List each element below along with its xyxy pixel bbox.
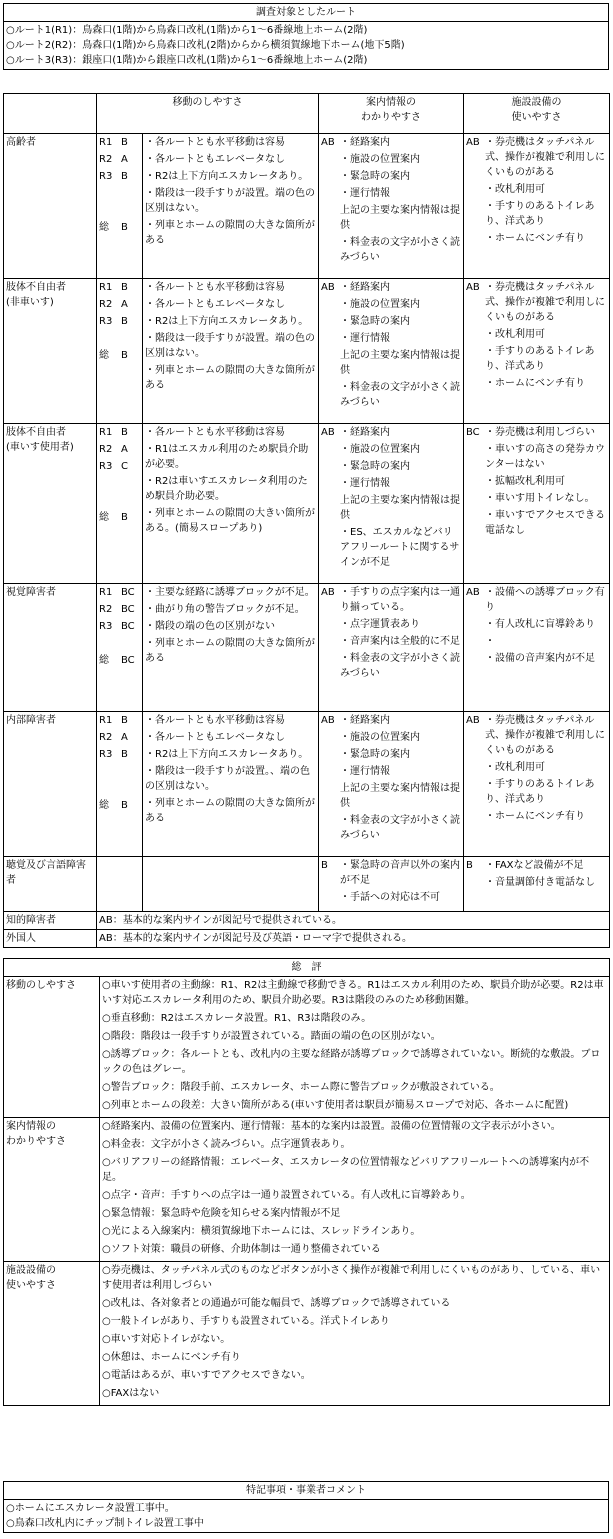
route-code	[99, 186, 121, 203]
facility-cell	[464, 424, 610, 584]
info-item: ・緊急時の案内	[340, 316, 410, 327]
route-grade: BC	[121, 655, 135, 666]
info-rating: AB	[321, 427, 335, 438]
note-item: ○ホームにエスカレータ設置工事中。	[6, 1503, 175, 1514]
mobility-items	[143, 424, 319, 584]
info-item: ・緊急時の案内	[340, 749, 410, 760]
info-item: ・料金表の文字が小さく読みづらい	[340, 382, 460, 408]
facility-item: ・手すりのあるトイレあり、洋式あり	[485, 201, 595, 227]
review-item: ○一般トイレがあり、手すりも設置されている。洋式トイレあり	[102, 1316, 390, 1327]
route-rating	[99, 331, 140, 348]
mobility-item: ・R2は上下方向エスカレータあり。	[145, 171, 309, 182]
route-rating	[99, 764, 140, 781]
route-code: 総	[99, 222, 109, 233]
route-rating	[99, 152, 140, 169]
mobility-item: ・各ルートとも水平移動は容易	[145, 137, 285, 148]
review-item: ○電話はあるが、車いすでアクセスできない。	[102, 1370, 311, 1381]
route-grade: B	[121, 282, 128, 293]
review-section	[4, 1262, 610, 1406]
info-grid	[321, 713, 461, 845]
mobility-item: ・各ルートともエレベータなし	[145, 732, 285, 743]
mobility-item: ・階段は一段手すりが設置。端の色の区別はない。	[145, 188, 315, 214]
facility-item: ・券売機はタッチパネル式、操作が複雑で利用しにくいものがある	[485, 715, 605, 756]
assessment-row	[4, 584, 610, 712]
group-label: 聴覚及び言語障害者	[4, 857, 97, 912]
info-rating: AB	[321, 587, 335, 598]
facility-item: ・設備への誘導ブロック有り	[485, 587, 605, 613]
facility-cell	[464, 712, 610, 857]
route-code: R1	[99, 282, 113, 293]
header-mobility: 移動のしやすさ	[97, 94, 319, 134]
facility-item: ・改札利用可	[485, 184, 545, 195]
route-code: 総	[99, 512, 109, 523]
facility-grid	[466, 135, 607, 248]
footer-row	[4, 930, 610, 948]
mobility-item: ・各ルートとも水平移動は容易	[145, 715, 285, 726]
route-grade: B	[121, 800, 128, 811]
notes-title: 特記事項・事業者コメント	[4, 1482, 609, 1500]
info-item: ・手すりの点字案内は一通り揃っている。	[340, 587, 460, 613]
review-table	[3, 958, 610, 1406]
header-info: 案内情報の わかりやすさ	[319, 94, 464, 134]
route-code: R1	[99, 587, 113, 598]
review-item: ○階段：階段は一段手すりが設置されている。踏面の端の色の区別がない。	[102, 1031, 441, 1042]
review-label: 案内情報の わかりやすさ	[4, 1118, 100, 1262]
route-rating	[99, 619, 140, 636]
route-rating	[99, 798, 140, 815]
info-cell	[319, 712, 464, 857]
review-item: ○経路案内、設備の位置案内、運行情報：基本的な案内は設置。設備の位置情報の文字表示が小さい。	[102, 1121, 561, 1132]
mobility-ratings	[97, 584, 143, 712]
route-code: 総	[99, 350, 109, 361]
group-label: 内部障害者	[4, 712, 97, 857]
route-code: R1	[99, 137, 113, 148]
info-cell	[319, 279, 464, 424]
route-code: R3	[99, 316, 113, 327]
target-routes-cell	[4, 22, 609, 70]
route-grade: B	[121, 171, 128, 182]
route-code: R1	[99, 715, 113, 726]
route-code: R2	[99, 444, 113, 455]
group-label: 肢体不自由者 (車いす使用者)	[4, 424, 97, 584]
info-item: ・運行情報	[340, 478, 390, 489]
facility-item: ・券売機は利用しづらい	[485, 427, 595, 438]
mobility-item: ・階段の端の色の区別がない	[145, 621, 275, 632]
route-rating	[99, 135, 140, 152]
facility-items	[485, 858, 607, 892]
route-code: R2	[99, 732, 113, 743]
facility-item: ・券売機はタッチパネル式、操作が複雑で利用しにくいものがある	[485, 137, 605, 178]
info-item: 上記の主要な案内情報は提供	[340, 350, 460, 376]
target-routes-table	[3, 3, 609, 70]
info-item: ・料金表の文字が小さく読みづらい	[340, 653, 460, 679]
group-label: 視覚障害者	[4, 584, 97, 712]
facility-item: ・音量調節付き電話なし	[485, 877, 595, 888]
review-item: ○改札は、各対象者との通過が可能な幅員で、誘導ブロックで誘導されている	[102, 1298, 451, 1309]
review-item: ○列車とホームの段差：大きい箇所がある(車いす使用者は駅員が簡易スロープで対応、各ホームに配置)	[102, 1100, 569, 1111]
info-item: 上記の主要な案内情報は提供	[340, 495, 460, 521]
footer-text: AB：基本的な案内サインが図記号及び英語・ローマ字で提供される。	[97, 930, 610, 948]
route-code	[99, 203, 121, 220]
info-item: ・運行情報	[340, 333, 390, 344]
facility-items	[485, 425, 607, 540]
facility-item: ・拡幅改札利用可	[485, 476, 565, 487]
group-label: 肢体不自由者 (非車いす)	[4, 279, 97, 424]
route-rating	[99, 747, 140, 764]
info-item: ・手話への対応は不可	[340, 892, 440, 903]
mobility-ratings	[97, 857, 143, 912]
route-rating	[99, 348, 140, 365]
facility-grid	[466, 858, 607, 892]
facility-rating: AB	[466, 715, 480, 726]
route-code	[99, 493, 121, 510]
route-rating	[99, 510, 140, 527]
info-item: ・料金表の文字が小さく読みづらい	[340, 815, 460, 841]
route-code: 総	[99, 655, 109, 666]
facility-item: ・ホームにベンチ有り	[485, 378, 585, 389]
info-item: ・音声案内は全般的に不足	[340, 636, 460, 647]
facility-items	[485, 585, 607, 668]
route-rating	[99, 653, 140, 670]
info-item: ・経路案内	[340, 427, 390, 438]
footer-label: 外国人	[4, 930, 97, 948]
mobility-item: ・曲がり角の警告ブロックが不足。	[145, 604, 305, 615]
route-rating	[99, 585, 140, 602]
facility-grid	[466, 425, 607, 540]
review-section	[4, 1118, 610, 1262]
route-grade: B	[121, 715, 128, 726]
notes-cell	[4, 1500, 609, 1533]
facility-item: ・車いすでアクセスできる電話なし	[485, 510, 605, 536]
route-code: R2	[99, 299, 113, 310]
route-rating	[99, 459, 140, 476]
mobility-items	[143, 857, 319, 912]
mobility-item: ・主要な経路に誘導ブロックが不足。	[145, 587, 315, 598]
route-code: R3	[99, 171, 113, 182]
facility-grid	[466, 713, 607, 826]
route-grade	[121, 781, 140, 798]
review-section	[4, 977, 610, 1118]
info-item: ・ES、エスカルなどバリアフリールートに関するサインが不足	[340, 527, 460, 568]
mobility-ratings	[97, 134, 143, 279]
info-rating: B	[321, 860, 328, 871]
route-rating	[99, 602, 140, 619]
review-item: ○FAXはない	[102, 1388, 160, 1399]
route-grade: B	[121, 316, 128, 327]
assessment-row	[4, 134, 610, 279]
route-grade	[121, 331, 140, 348]
info-grid	[321, 858, 461, 907]
note-item: ○鳥森口改札内にチップ制トイレ設置工事中	[6, 1518, 204, 1529]
route-rating	[99, 280, 140, 297]
facility-cell	[464, 857, 610, 912]
assessment-row	[4, 712, 610, 857]
facility-items	[485, 135, 607, 248]
route-grade	[121, 636, 140, 653]
facility-rating: B	[466, 860, 473, 871]
mobility-item: ・列車とホームの隙間の大きな箇所がある	[145, 220, 315, 246]
route-code: R2	[99, 604, 113, 615]
info-item: ・経路案内	[340, 282, 390, 293]
mobility-ratings	[97, 279, 143, 424]
route-code: R3	[99, 621, 113, 632]
route-code	[99, 764, 121, 781]
info-item: ・運行情報	[340, 766, 390, 777]
route-rating	[99, 781, 140, 798]
route-code	[99, 636, 121, 653]
info-rating: AB	[321, 137, 335, 148]
mobility-item: ・R2は車いすエスカレータ利用のため駅員介助必要。	[145, 476, 308, 502]
review-item: ○休憩は、ホームにベンチ有り	[102, 1352, 241, 1363]
review-item: ○券売機は、タッチパネル式のものなどボタンが小さく操作が複雑で利用しにくいものがあり、している、車いす使用者は利用しづらい	[102, 1265, 601, 1291]
review-items	[100, 1118, 610, 1262]
facility-items	[485, 280, 607, 393]
route-3: ○ルート3(R3)：銀座口(1階)から銀座口改札(1階)から1～6番線地上ホーム(2階)	[6, 55, 368, 66]
target-title: 調査対象としたルート	[4, 4, 609, 22]
info-items	[340, 425, 461, 572]
review-item: ○ソフト対策：職員の研修、介助体制は一通り整備されている	[102, 1244, 381, 1255]
info-item: ・緊急時の音声以外の案内が不足	[340, 860, 460, 886]
route-grade	[121, 186, 140, 203]
footer-text: AB：基本的な案内サインが図記号で提供されている。	[97, 912, 610, 930]
mobility-ratings	[97, 712, 143, 857]
route-rating	[99, 636, 140, 653]
info-items	[340, 713, 461, 845]
mobility-items	[143, 584, 319, 712]
info-item: ・施設の位置案内	[340, 154, 420, 165]
facility-cell	[464, 279, 610, 424]
facility-item: ・券売機はタッチパネル式、操作が複雑で利用しにくいものがある	[485, 282, 605, 323]
route-grade: A	[121, 444, 128, 455]
route-rating	[99, 730, 140, 747]
info-grid	[321, 135, 461, 267]
route-grade: BC	[121, 587, 135, 598]
header-facility: 施設設備の 使いやすさ	[464, 94, 610, 134]
mobility-item: ・列車とホームの隙間の大きな箇所がある	[145, 638, 315, 664]
corner-cell	[4, 94, 97, 134]
facility-item: ・手すりのあるトイレあり、洋式あり	[485, 779, 595, 805]
group-label: 高齢者	[4, 134, 97, 279]
route-grade: B	[121, 350, 128, 361]
info-item: ・点字運賃表あり	[340, 619, 420, 630]
info-item: ・緊急時の案内	[340, 461, 410, 472]
facility-cell	[464, 584, 610, 712]
facility-item: ・FAXなど設備が不足	[485, 860, 584, 871]
route-grade: A	[121, 299, 128, 310]
info-grid	[321, 585, 461, 683]
mobility-item: ・列車とホームの隙間の大きな箇所がある	[145, 365, 315, 391]
mobility-item: ・階段は一段手すりが設置。端の色の区別はない。	[145, 333, 315, 359]
info-cell	[319, 134, 464, 279]
route-grade: B	[121, 137, 128, 148]
info-grid	[321, 425, 461, 572]
info-items	[340, 585, 461, 683]
review-item: ○車いす使用者の主動線：R1、R2は主動線で移動できる。R1はエスカル利用のため、駅員介助が必要。R2は車いす対応エスカレータ利用のため、駅員介助必要。R3は階段のみのため移動困難。	[102, 980, 604, 1006]
facility-rating: AB	[466, 137, 480, 148]
mobility-items	[143, 134, 319, 279]
assessment-row	[4, 279, 610, 424]
route-code	[99, 476, 121, 493]
route-code	[99, 781, 121, 798]
info-cell	[319, 584, 464, 712]
route-grade: BC	[121, 621, 135, 632]
footer-label: 知的障害者	[4, 912, 97, 930]
info-rating: AB	[321, 282, 335, 293]
mobility-item: ・各ルートとも水平移動は容易	[145, 282, 285, 293]
route-1: ○ルート1(R1)：鳥森口(1階)から鳥森口改札(1階)から1～6番線地上ホーム(2階)	[6, 25, 368, 36]
info-item: ・経路案内	[340, 137, 390, 148]
facility-cell	[464, 134, 610, 279]
facility-item: ・	[485, 636, 495, 647]
route-rating	[99, 425, 140, 442]
review-items	[100, 977, 610, 1118]
review-item: ○光による入線案内：横須賀線地下ホームには、スレッドラインあり。	[102, 1226, 421, 1237]
facility-item: ・改札利用可	[485, 762, 545, 773]
mobility-item: ・階段は一段手すりが設置。、端の色の区別はない。	[145, 766, 310, 792]
facility-item: ・ホームにベンチ有り	[485, 233, 585, 244]
info-item: 上記の主要な案内情報は提供	[340, 205, 460, 231]
review-item: ○緊急情報：緊急時や危険を知らせる案内情報が不足	[102, 1208, 341, 1219]
route-grade: B	[121, 222, 128, 233]
route-grade: C	[121, 461, 128, 472]
mobility-items	[143, 712, 319, 857]
facility-item: ・設備の音声案内が不足	[485, 653, 595, 664]
route-rating	[99, 493, 140, 510]
review-label: 移動のしやすさ	[4, 977, 100, 1118]
info-item: ・運行情報	[340, 188, 390, 199]
info-item: ・経路案内	[340, 715, 390, 726]
review-item: ○垂直移動：R2はエスカレータ設置。R1、R3は階段のみ。	[102, 1013, 372, 1024]
route-rating	[99, 442, 140, 459]
info-item: ・緊急時の案内	[340, 171, 410, 182]
mobility-item: ・各ルートともエレベータなし	[145, 299, 285, 310]
assessment-table	[3, 93, 610, 948]
info-items	[340, 135, 461, 267]
route-rating	[99, 314, 140, 331]
facility-item: ・ホームにベンチ有り	[485, 811, 585, 822]
route-grade: A	[121, 154, 128, 165]
route-grade: BC	[121, 604, 135, 615]
route-grade	[121, 476, 140, 493]
info-items	[340, 280, 461, 412]
facility-rating: AB	[466, 587, 480, 598]
mobility-ratings	[97, 424, 143, 584]
info-cell	[319, 857, 464, 912]
facility-grid	[466, 280, 607, 393]
info-item: ・施設の位置案内	[340, 299, 420, 310]
facility-item: ・車いす用トイレなし。	[485, 493, 595, 504]
facility-item: ・車いすの高さの発券カウンターはない	[485, 444, 605, 470]
facility-grid	[466, 585, 607, 668]
route-rating	[99, 220, 140, 237]
route-code	[99, 331, 121, 348]
info-items	[340, 858, 461, 907]
info-cell	[319, 424, 464, 584]
mobility-items	[143, 279, 319, 424]
mobility-item: ・列車とホームの隙間の大きな箇所がある	[145, 798, 315, 824]
notes-table	[3, 1481, 609, 1533]
assessment-row	[4, 857, 610, 912]
info-item: ・施設の位置案内	[340, 732, 420, 743]
route-grade	[121, 203, 140, 220]
mobility-item: ・列車とホームの隙間の大きい箇所がある。(簡易スロープあり)	[145, 508, 315, 534]
route-code: 総	[99, 800, 109, 811]
review-items	[100, 1262, 610, 1406]
route-code: R2	[99, 154, 113, 165]
footer-row	[4, 912, 610, 930]
review-label: 施設設備の 使いやすさ	[4, 1262, 100, 1406]
review-title: 総 評	[4, 959, 610, 977]
review-item: ○誘導ブロック：各ルートとも、改札内の主要な経路が誘導ブロックで誘導されていない。断続的な敷設。ブロックの色はグレー。	[102, 1049, 601, 1075]
route-grade: B	[121, 512, 128, 523]
info-item: ・料金表の文字が小さく読みづらい	[340, 237, 460, 263]
route-grade	[121, 493, 140, 510]
route-rating	[99, 476, 140, 493]
facility-rating: AB	[466, 282, 480, 293]
facility-rating: BC	[466, 427, 480, 438]
review-item: ○点字・音声：手すりへの点字は一通り設置されている。有人改札に盲導鈴あり。	[102, 1190, 471, 1201]
mobility-item: ・R2は上下方向エスカレータあり。	[145, 749, 309, 760]
facility-item: ・手すりのあるトイレあり、洋式あり	[485, 346, 595, 372]
route-2: ○ルート2(R2)：鳥森口(1階)から鳥森口改札(2階)からから横須賀線地下ホーム(地下5階)	[6, 40, 405, 51]
route-rating	[99, 203, 140, 220]
route-rating	[99, 297, 140, 314]
facility-item: ・有人改札に盲導鈴あり	[485, 619, 595, 630]
route-rating	[99, 713, 140, 730]
review-item: ○警告ブロック：階段手前、エスカレータ、ホーム際に警告ブロックが敷設されている。	[102, 1082, 500, 1093]
assessment-row	[4, 424, 610, 584]
route-grade: A	[121, 732, 128, 743]
route-grade	[121, 764, 140, 781]
route-code: R3	[99, 749, 113, 760]
mobility-item: ・各ルートともエレベータなし	[145, 154, 285, 165]
mobility-item: ・各ルートとも水平移動は容易	[145, 427, 285, 438]
route-grade: B	[121, 749, 128, 760]
route-rating	[99, 169, 140, 186]
mobility-item: ・R2は上下方向エスカレータあり。	[145, 316, 309, 327]
review-item: ○車いす対応トイレがない。	[102, 1334, 231, 1345]
facility-items	[485, 713, 607, 826]
info-item: ・施設の位置案内	[340, 444, 420, 455]
route-code: R1	[99, 427, 113, 438]
route-grade: B	[121, 427, 128, 438]
info-rating: AB	[321, 715, 335, 726]
info-item: 上記の主要な案内情報は提供	[340, 783, 460, 809]
review-item: ○バリアフリーの経路情報：エレベータ、エスカレータの位置情報などバリアフリールートへの誘導案内が不足。	[102, 1157, 590, 1183]
info-grid	[321, 280, 461, 412]
facility-item: ・改札利用可	[485, 329, 545, 340]
route-rating	[99, 186, 140, 203]
mobility-item: ・R1はエスカル利用のため駅員介助が必要。	[145, 444, 309, 470]
review-item: ○料金表：文字が小さく読みづらい。点字運賃表あり。	[102, 1139, 351, 1150]
route-code: R3	[99, 461, 113, 472]
